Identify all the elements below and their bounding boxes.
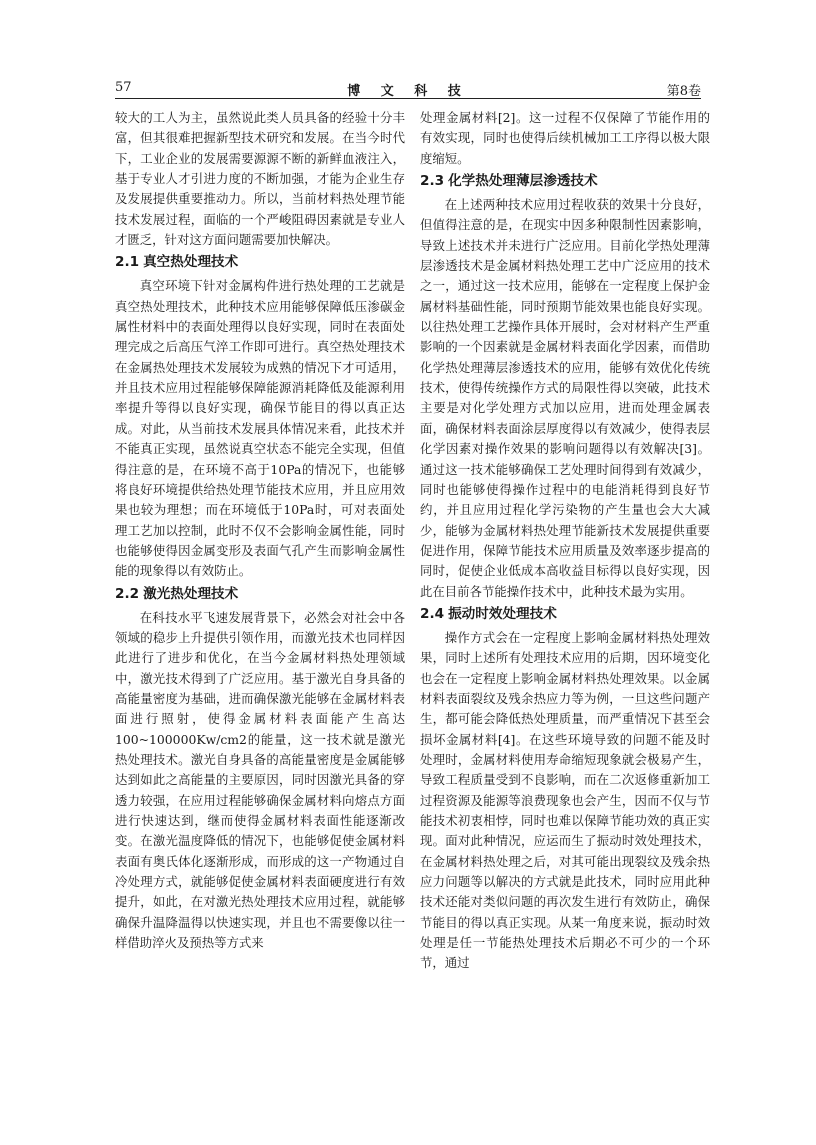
right-column — [420, 108, 710, 974]
section-heading-2-2 — [115, 584, 405, 605]
paragraph: 在上述两种技术应用过程收获的效果十分良好，但值得注意的是，在现实中因多种限制性因素影响，导致上述技术并未进行广泛应用。目前化学热处理薄层渗透技术是金属材料热处理工艺中广泛应用的技术之一，通过这一技术应用，能够在一定程度上保护金属材料基础性能，同时预期节能效果也能良好实现。以往热处理工艺操作具体开展时，会对材料产生严重影响的一个因素就是金属材料表面化学因素，而借助化学热处理薄层渗透技术的应用，能够有效优化传统技术，使得传统操作方式的局限性得以突破，此技术主要是对化学处理方式加以应用，进而处理金属表面，确保材料表面涂层厚度得以有效减少，使得表层化学因素对操作效果的影响问题得以有效解决[3]。通过这一技术能够确保工艺处理时间得到有效减少，同时也能够使得操作过程中的电能消耗得到良好节约，并且应用过程化学污染物的产生量也会大大减少，能够为金属材料热处理节能新技术发展提供重要促进作用，保障节能技术应用质量及效率逐步提高的同时，促使企业低成本高收益目标得以良好实现，因此在目前各节能操作技术中，此种技术最为实用。 — [420, 197, 710, 599]
paragraph: 在科技水平飞速发展背景下，必然会对社会中各领域的稳步上升提供引领作用，而激光技术也同样因此进行了进步和优化，在当今金属材料热处理领域中，激光技术得到了广泛应用。基于激光自身具备的高能量密度为基础，进而确保激光能够在金属材料表面进行照射，使得金属材料表面能产生高达100~100000Kw/cm2的能量，这一技术就是激光热处理技术。激光自身具备的高能量密度是金属能够达到如此之高能量的主要原因，同时因激光具备的穿透力较强，在应用过程能够确保金属材料向熔点方面进行快速达到，继而使得金属材料表面性能逐渐改变。在激光温度降低的情况下，也能够促使金属材料表面有奥氏体化逐渐形成，而形成的这一产物通过自冷处理方式，就能够促使金属材料表面硬度进行有效提升，如此，在对激光热处理技术应用过程，就能够确保升温降温得以快速实现，并且也不需要像以往一样借助淬火及预热等方式来 — [115, 609, 405, 951]
section-number: 2.3 — [420, 173, 445, 190]
section-title: 振动时效处理技术 — [448, 605, 557, 622]
paragraph: 真空环境下针对金属构件进行热处理的工艺就是真空热处理技术，此种技术应用能够保障低压渗碳金属性材料中的表面处理得以良好实现，同时在表面处理完成之后高压气淬工作即可进行。真空热处理技术在金属热处理技术发展较为成熟的情况下才可适用，并且技术应用过程能够保障能源消耗降低及能源利用率提升等得以良好实现，确保节能目的得以真正达成。对此，从当前技术发展具体情况来看，此技术并不能真正实现，虽然说真空状态不能完全实现，但值得注意的是，在环境不高于10Pa的情况下，也能够将良好环境提供给热处理节能技术应用，并且应用效果也较为理想；而在环境低于10Pa时，可对表面处理工艺加以控制，此时不仅不会影响金属性能，同时也能够使得因金属变形及表面气孔产生而影响金属性能的现象得以有效防止。 — [115, 278, 405, 579]
section-number: 2.2 — [115, 585, 140, 602]
section-number: 2.1 — [115, 254, 140, 271]
section-heading-2-1 — [115, 252, 405, 273]
section-heading-2-3 — [420, 171, 710, 192]
journal-title: 博 文 科 技 — [347, 84, 469, 99]
paragraph: 较大的工人为主，虽然说此类人员具备的经验十分丰富，但其很难把握新型技术研究和发展。在当今时代下，工业企业的发展需要源源不断的新鲜血液注入，基于专业人才引进力度的不断加强，才能为企业生存及发展提供重要推动力。所以，当前材料热处理节能技术发展过程，面临的一个严峻阻碍因素就是专业人才匮乏，针对这方面问题需要加快解决。 — [115, 110, 405, 248]
running-header — [115, 80, 701, 99]
left-column — [115, 108, 405, 953]
section-title: 激光热处理技术 — [143, 585, 239, 602]
volume-label: 第8卷 — [666, 84, 701, 99]
section-heading-2-4 — [420, 604, 710, 625]
section-title: 化学热处理薄层渗透技术 — [448, 173, 598, 190]
paragraph: 处理金属材料[2]。这一过程不仅保障了节能作用的有效实现，同时也使得后续机械加工工序得以极大限度缩短。 — [420, 110, 710, 166]
paragraph: 操作方式会在一定程度上影响金属材料热处理效果，同时上述所有处理技术应用的后期，因环境变化也会在一定程度上影响金属材料热处理效果。以金属材料表面裂纹及残余热应力等为例，一旦这些问题产生，都可能会降低热处理质量，而严重情况下甚至会损坏金属材料[4]。在这些环境导致的问题不能及时处理时，金属材料使用寿命缩短现象就会极易产生，导致工程质量受到不良影响，而在二次返修重新加工过程资源及能源等浪费现象也会产生，因而不仅与节能技术初衷相悖，同时也难以保障节能功效的真正实现。面对此种情况，应运而生了振动时效处理技术，在金属材料热处理之后，对其可能出现裂纹及残余热应力问题等以解决的方式就是此技术，同时应用此种技术还能对类似问题的再次发生进行有效防止，确保节能目的得以真正实现。从某一角度来说，振动时效处理是任一节能热处理技术后期必不可少的一个环节，通过 — [420, 629, 710, 971]
section-number: 2.4 — [420, 605, 445, 622]
section-title: 真空热处理技术 — [143, 254, 239, 271]
page-number: 57 — [115, 80, 132, 95]
